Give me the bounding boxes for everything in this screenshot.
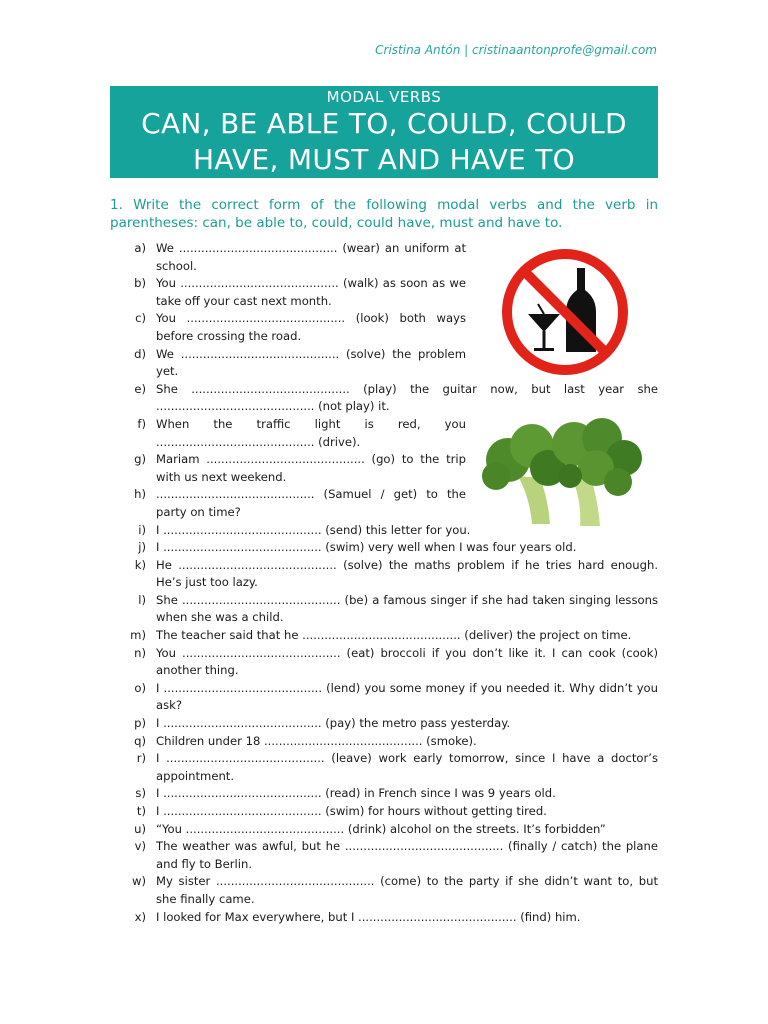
list-item <box>120 310 466 345</box>
item-text: When the traffic light is red, you ........................................... (drive). <box>156 416 466 449</box>
item-text: I ........................................... (swim) very well when I was four years old. <box>156 540 577 555</box>
item-label: s) <box>135 786 146 801</box>
item-text: The weather was awful, but he ........................................... (finally / catch) the plane and fly to Berlin. <box>156 839 658 871</box>
list-item <box>120 680 658 715</box>
list-item <box>120 592 658 627</box>
item-label: q) <box>134 733 146 748</box>
item-text: I ........................................... (leave) work early tomorrow, since I have a doctor’s appointment. <box>156 751 658 783</box>
item-label: d) <box>134 346 146 361</box>
item-label: a) <box>134 241 146 255</box>
item-label: w) <box>131 874 146 889</box>
item-text: I looked for Max everywhere, but I ........................................... (find) him. <box>156 909 581 924</box>
author-credit: Cristina Antón | cristinaantonprofe@gmail.com <box>375 43 657 57</box>
item-text: You ........................................... (walk) as soon as we take off your cast next month. <box>156 276 466 308</box>
item-text: I ........................................... (swim) for hours without getting tired. <box>156 804 547 818</box>
list-item <box>120 451 466 486</box>
list-item <box>120 627 658 645</box>
no-alcohol-sign-icon <box>498 248 632 376</box>
list-item <box>120 750 658 785</box>
title-line-1: CAN, BE ABLE TO, COULD, COULD <box>141 107 627 140</box>
list-item <box>120 909 658 927</box>
list-item <box>120 803 658 821</box>
item-text: She ........................................... (be) a famous singer if she had taken singing lessons when she was a child. <box>156 592 658 625</box>
list-item <box>120 557 658 592</box>
item-label: r) <box>136 751 146 766</box>
list-item <box>120 346 466 381</box>
item-label: l) <box>138 592 146 607</box>
item-label: v) <box>134 839 146 854</box>
list-item <box>120 240 466 275</box>
list-item <box>120 486 466 521</box>
item-text: ........................................... (Samuel / get) to the party on time? <box>156 487 466 519</box>
item-text: Mariam ........................................... (go) to the trip with us next weekend. <box>156 452 466 484</box>
item-text: She ........................................... (play) the guitar now, but last year she ........................................... (not play) it. <box>156 381 658 414</box>
item-label: f) <box>137 416 146 431</box>
item-label: m) <box>130 628 146 643</box>
item-label: h) <box>134 487 146 502</box>
title-banner <box>110 86 658 178</box>
list-item <box>120 873 658 908</box>
list-item <box>120 275 466 310</box>
item-label: p) <box>134 716 146 731</box>
item-label: i) <box>138 522 146 537</box>
item-label: j) <box>138 540 146 555</box>
list-item <box>120 645 658 680</box>
item-text: I ........................................... (read) in French since I was 9 years old. <box>156 786 556 801</box>
list-item <box>120 838 658 873</box>
item-text: I ........................................... (pay) the metro pass yesterday. <box>156 716 511 731</box>
title-line-2: HAVE, MUST AND HAVE TO <box>193 143 575 176</box>
broccoli-icon <box>478 416 646 532</box>
item-text: “You ........................................... (drink) alcohol on the streets. It’s forbidden” <box>156 821 606 836</box>
item-text: I ........................................... (lend) you some money if you needed it. Why didn’t you ask? <box>156 680 658 713</box>
item-label: g) <box>134 452 146 467</box>
item-text: The teacher said that he ........................................... (deliver) the project on time. <box>156 628 632 643</box>
item-text: We ........................................... (solve) the problem yet. <box>156 346 466 379</box>
item-label: x) <box>134 909 146 924</box>
item-label: n) <box>134 645 146 660</box>
item-text: He ........................................... (solve) the maths problem if he tries hard enough. He’s just too lazy. <box>156 557 658 590</box>
item-label: t) <box>136 804 146 818</box>
item-label: c) <box>135 311 146 326</box>
list-item <box>120 785 658 803</box>
item-label: o) <box>134 680 146 695</box>
item-label: e) <box>134 381 146 396</box>
item-text: Children under 18 ........................................... (smoke). <box>156 733 477 748</box>
list-item <box>120 381 658 416</box>
item-text: You ........................................... (eat) broccoli if you don’t like it. I can cook (cook) another thing. <box>156 645 658 678</box>
item-text: We ........................................... (wear) an uniform at school. <box>156 241 466 273</box>
item-text: You ........................................... (look) both ways before crossing the road. <box>156 311 466 343</box>
item-label: b) <box>134 276 146 291</box>
list-item <box>120 539 658 557</box>
item-text: My sister ........................................... (come) to the party if she didn’t want to, but she finally came. <box>156 874 658 906</box>
title-subtitle: MODAL VERBS <box>326 88 442 106</box>
list-item <box>120 733 658 751</box>
list-item <box>120 715 658 733</box>
item-label: u) <box>134 821 146 836</box>
item-text: I ........................................... (send) this letter for you. <box>156 522 471 537</box>
item-label: k) <box>134 557 146 572</box>
list-item <box>120 416 466 451</box>
exercise-instruction: 1. Write the correct form of the following modal verbs and the verb in parentheses: can, be able to, could, could have, must and have to. <box>110 197 658 231</box>
list-item <box>120 821 658 839</box>
